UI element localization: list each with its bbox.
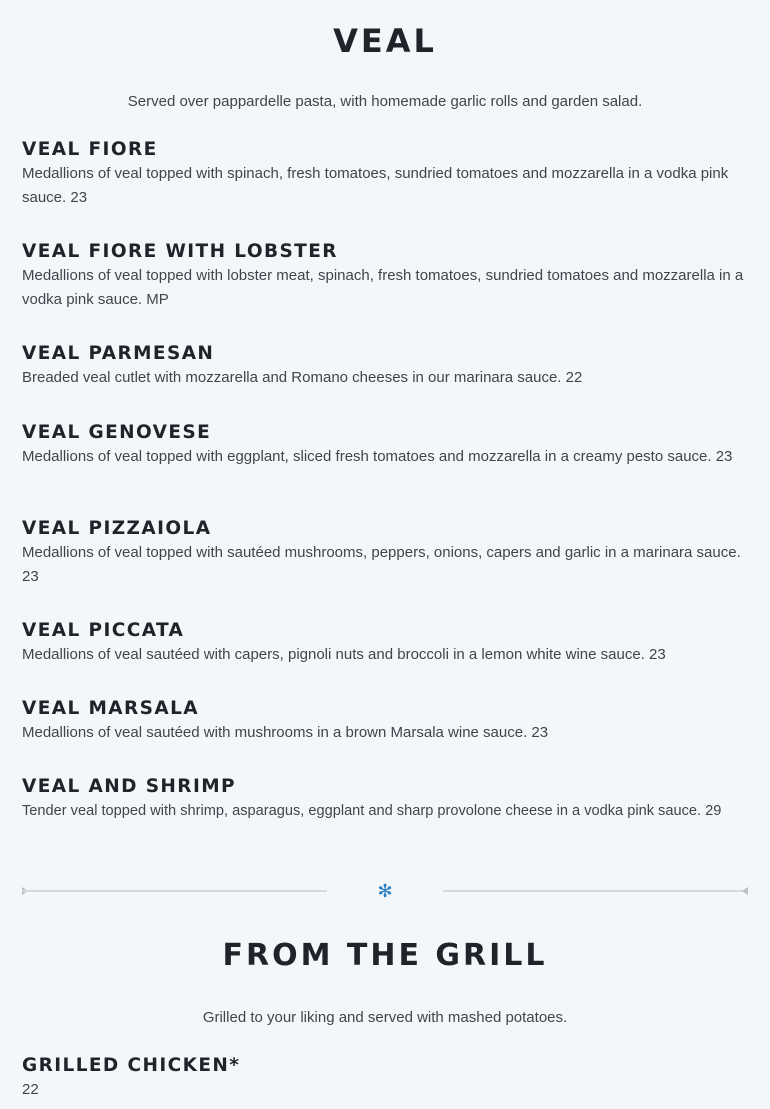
menu-item-veal-marsala bbox=[22, 697, 752, 745]
menu-item-name: VEAL FIORE WITH LOBSTER bbox=[22, 241, 338, 262]
veal-section-title: VEAL bbox=[333, 22, 437, 60]
menu-item-description: Medallions of veal sautéed with mushrooms in a brown Marsala wine sauce. 23 bbox=[22, 724, 549, 741]
menu-item-description: Medallions of veal topped with sautéed mushrooms, peppers, onions, capers and garlic in a marinara sauce. 23 bbox=[22, 544, 741, 585]
menu-item-name: GRILLED CHICKEN* bbox=[22, 1055, 241, 1076]
menu-item-description: Breaded veal cutlet with mozzarella and Romano cheeses in our marinara sauce. 22 bbox=[22, 369, 583, 386]
menu-item-veal-piccata bbox=[22, 619, 752, 667]
menu-item-description: Medallions of veal topped with spinach, fresh tomatoes, sundried tomatoes and mozzarella in a vodka pink sauce. 23 bbox=[22, 165, 729, 206]
menu-item-description: 22 bbox=[22, 1081, 39, 1098]
menu-item-name: VEAL FIORE bbox=[22, 139, 158, 160]
menu-item-description: Tender veal topped with shrimp, asparagus, eggplant and sharp provolone cheese in a vodka pink sauce. 29 bbox=[22, 803, 722, 819]
menu-item-description: Medallions of veal sautéed with capers, pignoli nuts and broccoli in a lemon white wine sauce. 23 bbox=[22, 646, 666, 663]
menu-item-veal-fiore-with-lobster bbox=[22, 240, 752, 312]
menu-item-veal-and-shrimp bbox=[22, 775, 762, 823]
menu-item-grilled-chicken bbox=[22, 1054, 752, 1102]
menu-item-veal-parmesan bbox=[22, 342, 752, 390]
veal-section-description: Served over pappardelle pasta, with homemade garlic rolls and garden salad. bbox=[127, 93, 643, 110]
grill-section-title: FROM THE GRILL bbox=[222, 938, 548, 973]
menu-item-name: VEAL AND SHRIMP bbox=[22, 776, 237, 797]
menu-item-name: VEAL MARSALA bbox=[22, 698, 200, 719]
divider-right-line bbox=[443, 890, 748, 892]
menu-item-description: Medallions of veal topped with eggplant, sliced fresh tomatoes and mozzarella in a creamy pesto sauce. 23 bbox=[22, 448, 733, 465]
menu-item-veal-genovese bbox=[22, 421, 752, 469]
menu-item-veal-pizzaiola bbox=[22, 517, 752, 589]
menu-item-veal-fiore bbox=[22, 138, 752, 210]
menu-item-name: VEAL PICCATA bbox=[22, 620, 185, 641]
menu-item-name: VEAL PARMESAN bbox=[22, 343, 215, 364]
snowflake-icon: ✻ bbox=[377, 881, 393, 901]
section-divider bbox=[22, 882, 748, 900]
grill-section-description: Grilled to your liking and served with mashed potatoes. bbox=[202, 1009, 568, 1026]
menu-item-description: Medallions of veal topped with lobster meat, spinach, fresh tomatoes, sundried tomatoes and mozzarella in a vodka pink sauce. MP bbox=[22, 267, 744, 308]
menu-item-name: VEAL PIZZAIOLA bbox=[22, 518, 212, 539]
divider-left-line bbox=[22, 890, 327, 892]
menu-item-name: VEAL GENOVESE bbox=[22, 422, 212, 443]
divider-right-cap bbox=[742, 887, 748, 895]
